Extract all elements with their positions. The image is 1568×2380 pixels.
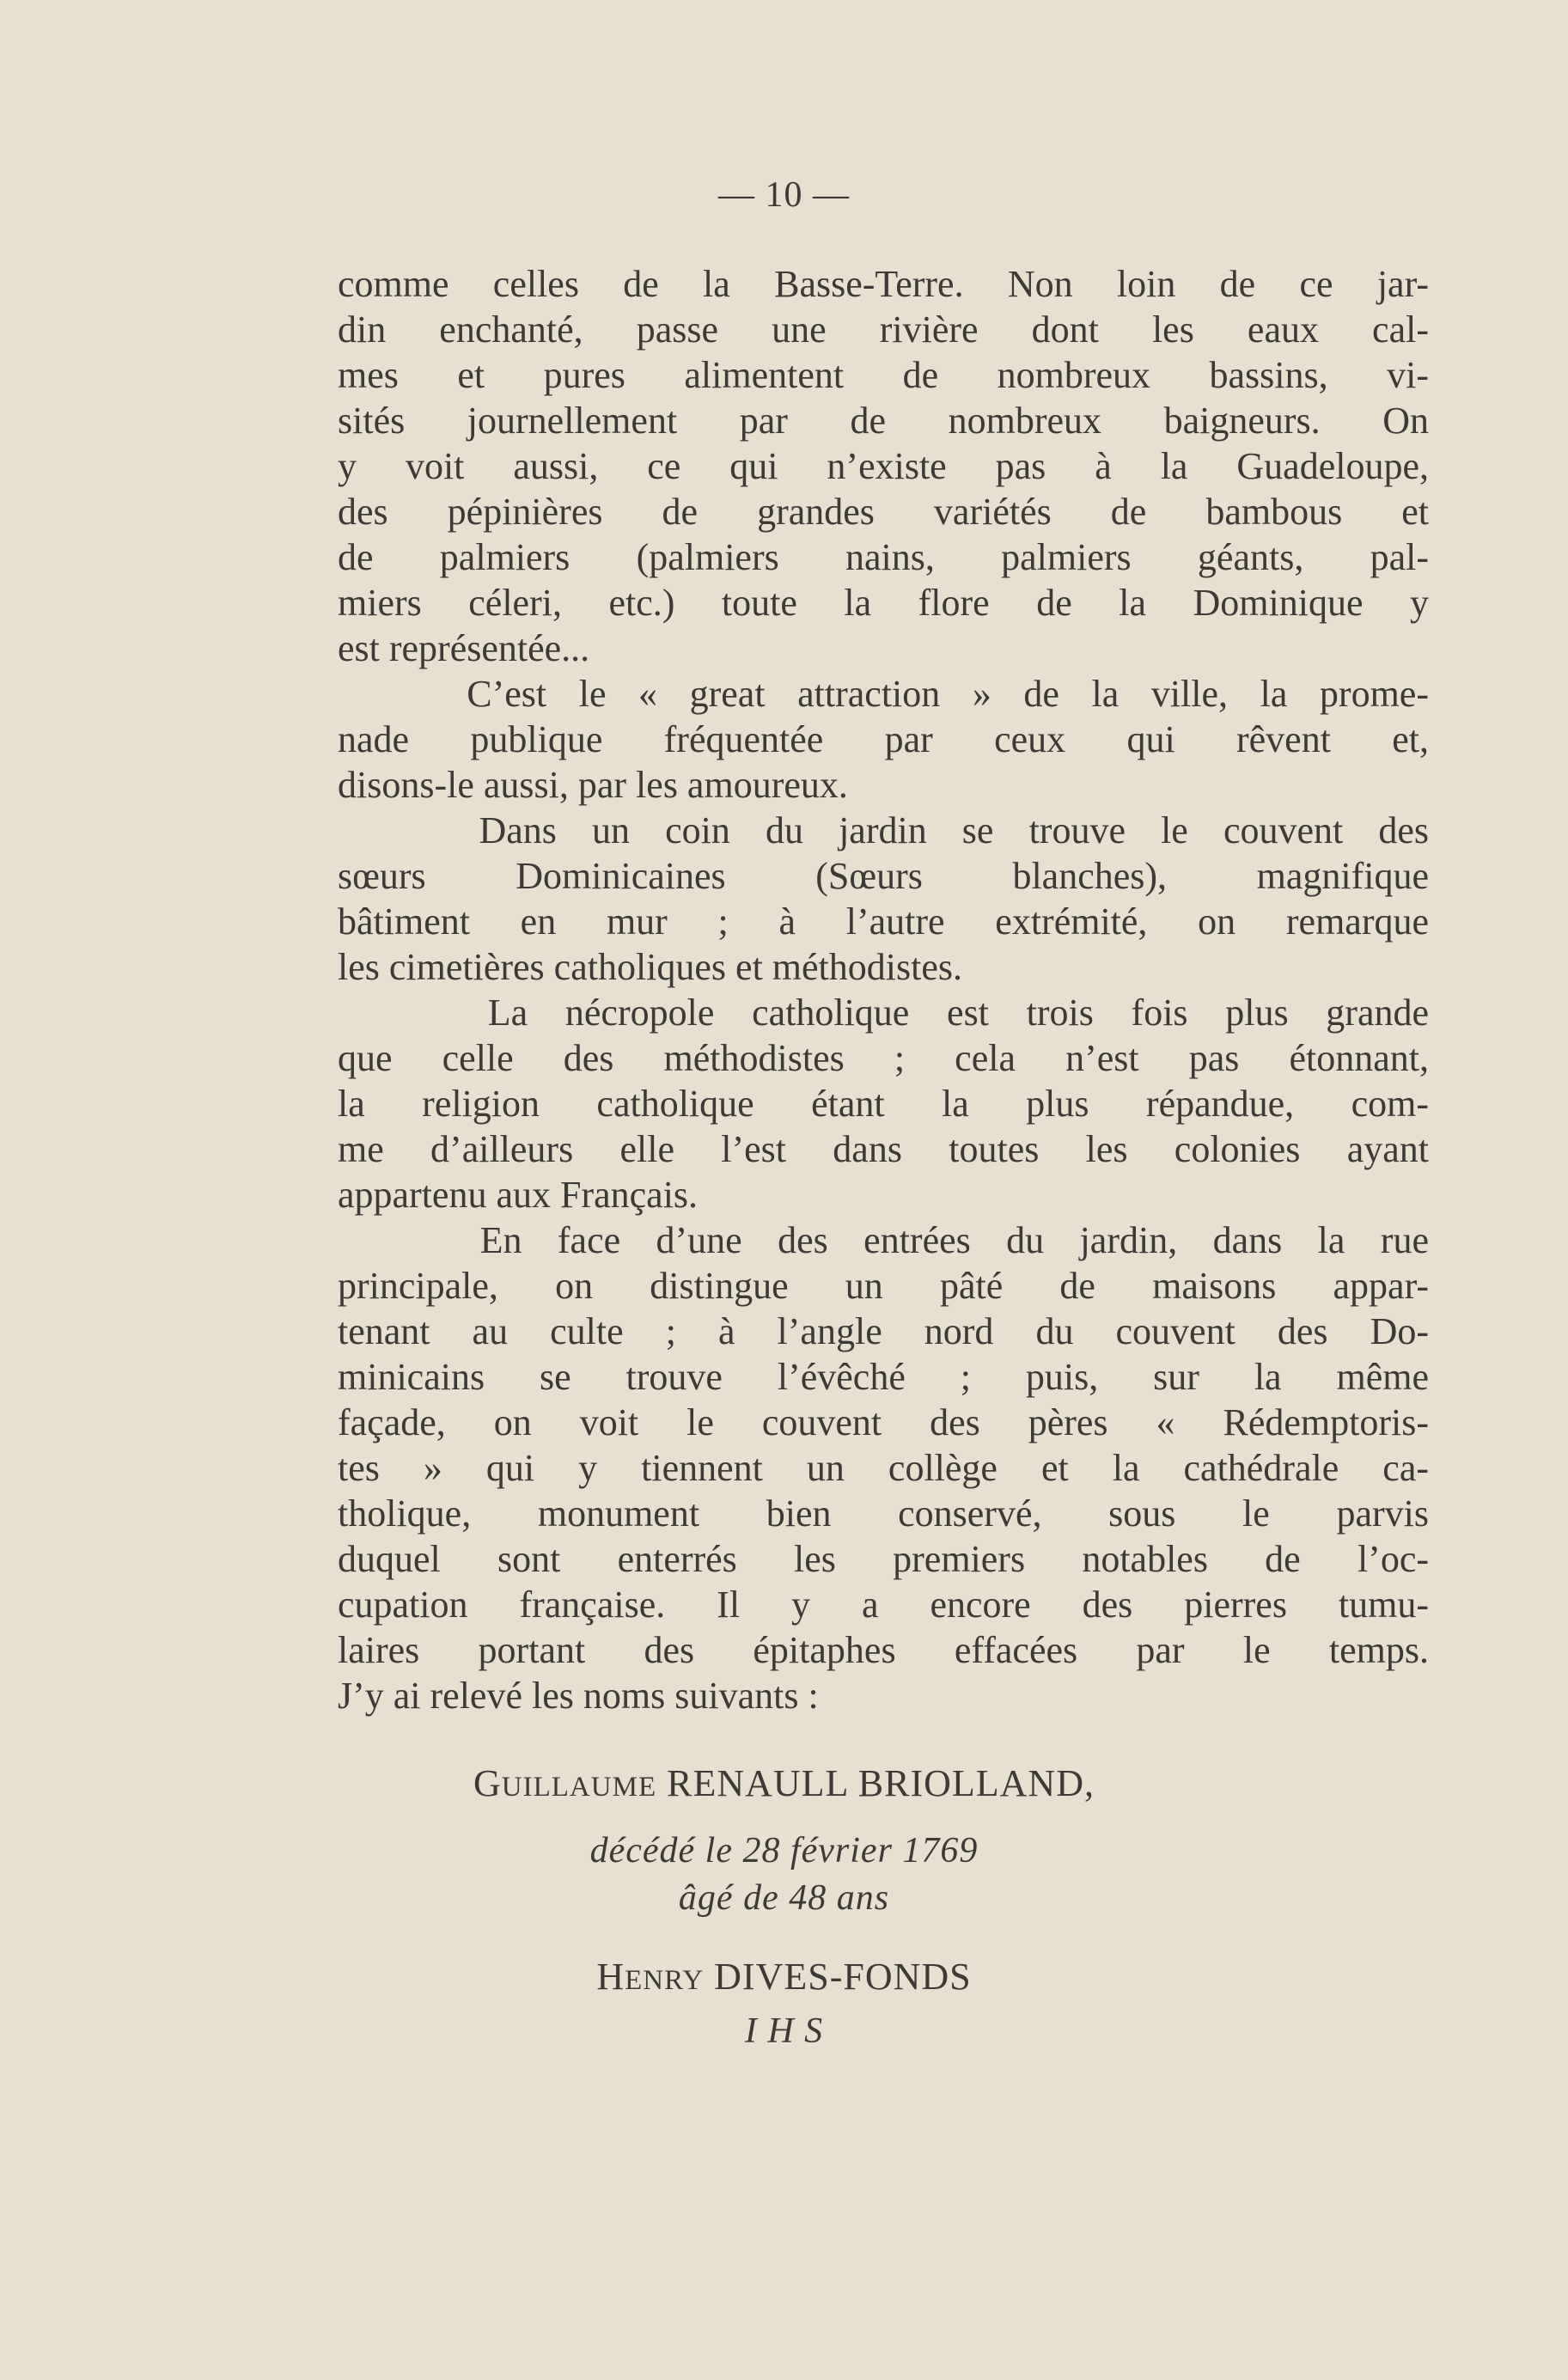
epitaph-1-death-date: décédé le 28 février 1769 (589, 1831, 979, 1870)
body-line: principale, on distingue un pâté de maisons appar- (338, 1265, 1429, 1307)
body-line: que celle des méthodistes ; cela n’est pas étonnant, (338, 1037, 1429, 1079)
body-line: sœurs Dominicaines (Sœurs blanches), magnifique (338, 855, 1429, 897)
body-line: disons-le aussi, par les amoureux. (338, 764, 848, 806)
body-line: minicains se trouve l’évêché ; puis, sur la même (338, 1356, 1429, 1398)
body-line: tes » qui y tiennent un collège et la cathédrale ca- (338, 1447, 1429, 1489)
body-line: nade publique fréquentée par ceux qui rêvent et, (338, 718, 1429, 760)
body-line: appartenu aux Français. (338, 1174, 699, 1216)
body-line: y voit aussi, ce qui n’existe pas à la Guadeloupe, (338, 445, 1429, 487)
epitaph-1-surname: RENAULL BRIOLLAND, (656, 1762, 1095, 1804)
epitaph-2-name (0, 1955, 1568, 1999)
body-line: les cimetières catholiques et méthodistes. (338, 946, 963, 988)
body-line: me d’ailleurs elle l’est dans toutes les colonies ayant (338, 1128, 1429, 1170)
body-line: est représentée... (338, 627, 590, 669)
epitaph-1-name (0, 1761, 1568, 1805)
epitaph-2-first-initial: H (596, 1956, 625, 1998)
epitaph-1-age: âgé de 48 ans (678, 1878, 890, 1918)
body-line: la religion catholique étant la plus répandue, com- (338, 1083, 1429, 1125)
body-line: duquel sont enterrés les premiers notables de l’oc- (338, 1538, 1429, 1580)
body-line: C’est le « great attraction » de la ville, la prome- (338, 673, 1429, 715)
body-line: Dans un coin du jardin se trouve le couvent des (338, 809, 1429, 851)
body-line: sités journellement par de nombreux baigneurs. On (338, 400, 1429, 442)
epitaph-1-first-rest: UILLAUME (501, 1772, 657, 1803)
body-text (338, 261, 1429, 1718)
body-line: tenant au culte ; à l’angle nord du couvent des Do- (338, 1310, 1429, 1352)
epitaph-1-first-initial: G (473, 1762, 502, 1804)
body-line: bâtiment en mur ; à l’autre extrémité, on remarque (338, 900, 1429, 943)
body-line: de palmiers (palmiers nains, palmiers géants, pal- (338, 536, 1429, 578)
body-line: des pépinières de grandes variétés de bambous et (338, 491, 1429, 533)
body-line: façade, on voit le couvent des pères « Rédemptoris- (338, 1401, 1429, 1443)
page-number: — 10 — (718, 175, 850, 215)
body-line: La nécropole catholique est trois fois plus grande (338, 992, 1429, 1034)
body-line: cupation française. Il y a encore des pierres tumu- (338, 1584, 1429, 1626)
body-line: miers céleri, etc.) toute la flore de la Dominique y (338, 582, 1429, 624)
body-line: En face d’une des entrées du jardin, dans la rue (338, 1219, 1429, 1261)
epitaph-2-first-rest: ENRY (625, 1965, 705, 1996)
epitaph-2-surname: DIVES-FONDS (704, 1956, 972, 1998)
epitaph-2-ihs: I H S (744, 2011, 824, 2051)
body-line: din enchanté, passe une rivière dont les eaux cal- (338, 308, 1429, 351)
body-line: mes et pures alimentent de nombreux bassins, vi- (338, 354, 1429, 396)
body-line: comme celles de la Basse-Terre. Non loin de ce jar- (338, 263, 1429, 305)
body-line: J’y ai relevé les noms suivants : (338, 1675, 819, 1717)
body-line: laires portant des épitaphes effacées par le temps. (338, 1629, 1429, 1671)
body-line: tholique, monument bien conservé, sous le parvis (338, 1492, 1429, 1535)
